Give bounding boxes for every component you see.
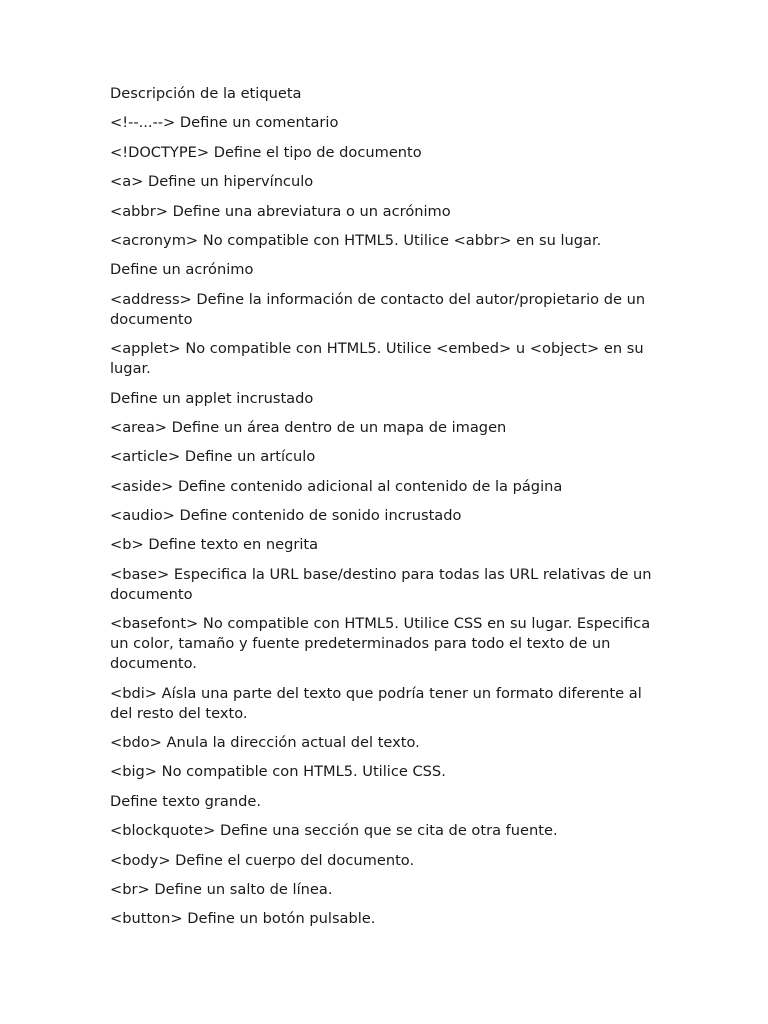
- tag-entry-audio: <audio> Define contenido de sonido incrustado: [110, 507, 462, 525]
- tag-entry-base: <base> Especifica la URL base/destino para todas las URL relativas de un documento: [110, 565, 652, 603]
- tag-entry-applet-description: Define un applet incrustado: [110, 389, 314, 407]
- tag-entry-big-description: Define texto grande.: [110, 792, 261, 810]
- document-page: [110, 84, 660, 939]
- tag-entry-applet: <applet> No compatible con HTML5. Utilice <embed> u <object> en su lugar.: [110, 340, 644, 378]
- tag-entry-a: <a> Define un hipervínculo: [110, 173, 314, 191]
- tag-entry-blockquote: <blockquote> Define una sección que se cita de otra fuente.: [110, 822, 558, 840]
- tag-entry-acronym-description: Define un acrónimo: [110, 261, 254, 279]
- tag-entry-comment: <!--...--> Define un comentario: [110, 114, 339, 132]
- tag-entry-bdo: <bdo> Anula la dirección actual del texto.: [110, 734, 420, 752]
- tag-entry-article: <article> Define un artículo: [110, 448, 316, 466]
- tag-entry-bdi: <bdi> Aísla una parte del texto que podría tener un formato diferente al del resto del texto.: [110, 684, 642, 722]
- tag-entry-big: <big> No compatible con HTML5. Utilice CSS.: [110, 763, 446, 781]
- tag-entry-area: <area> Define un área dentro de un mapa de imagen: [110, 418, 507, 436]
- tag-entry-address: <address> Define la información de contacto del autor/propietario de un documento: [110, 290, 646, 328]
- tag-entry-body: <body> Define el cuerpo del documento.: [110, 851, 415, 869]
- tag-entry-acronym: <acronym> No compatible con HTML5. Utilice <abbr> en su lugar.: [110, 231, 602, 249]
- tag-entry-br: <br> Define un salto de línea.: [110, 880, 333, 898]
- tag-entry-b: <b> Define texto en negrita: [110, 536, 319, 554]
- tag-entry-basefont: <basefont> No compatible con HTML5. Utilice CSS en su lugar. Especifica un color, tamaño y fuente predeterminados para todo el texto de un documento.: [110, 615, 651, 673]
- tag-entry-button: <button> Define un botón pulsable.: [110, 910, 376, 928]
- tag-entry-doctype: <!DOCTYPE> Define el tipo de documento: [110, 143, 422, 161]
- tag-entry-aside: <aside> Define contenido adicional al contenido de la página: [110, 477, 563, 495]
- tag-entry-abbr: <abbr> Define una abreviatura o un acrónimo: [110, 202, 451, 220]
- document-heading: Descripción de la etiqueta: [110, 85, 302, 102]
